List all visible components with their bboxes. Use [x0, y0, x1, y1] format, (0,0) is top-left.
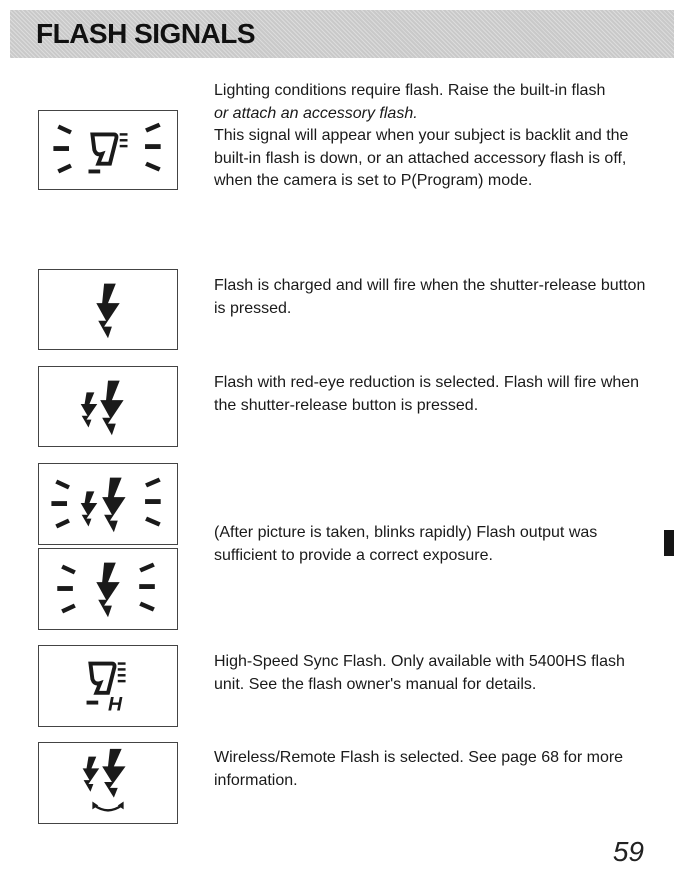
signal-text-6: Wireless/Remote Flash is selected. See page 68 for more information.: [214, 749, 624, 789]
signal-description-4: [214, 522, 654, 567]
page-number: 59: [612, 836, 644, 867]
signal-description-6: [214, 747, 654, 792]
section-tab-marker: [664, 530, 674, 556]
red-eye-reduction-flash-icon: [39, 367, 177, 446]
signal-text-3: Flash with red-eye reduction is selected. Flash will fire when the shutter-release button is pressed.: [214, 374, 640, 414]
lcd-wireless-remote: [38, 742, 178, 824]
wireless-remote-flash-icon: [39, 743, 177, 823]
signal-text-1a: Lighting conditions require flash. Raise the built-in flash: [214, 82, 606, 99]
signal-description-1: [214, 80, 654, 193]
red-eye-flash-blinking-icon: [39, 464, 177, 544]
lcd-red-eye-reduction: [38, 366, 178, 447]
signal-description-2: [214, 275, 654, 320]
lcd-high-speed-sync: [38, 645, 178, 727]
lcd-flash-charged: [38, 269, 178, 350]
page-title: FLASH SIGNALS: [36, 18, 256, 49]
lcd-red-eye-blinking: [38, 463, 178, 545]
signal-description-3: [214, 372, 654, 417]
signal-description-5: [214, 651, 654, 696]
flash-recommended-blinking-icon: [39, 111, 177, 189]
signal-text-2: Flash is charged and will fire when the shutter-release button is pressed.: [214, 277, 646, 317]
lcd-flash-blinking: [38, 548, 178, 630]
flash-charged-icon: [39, 270, 177, 349]
signal-text-1c: This signal will appear when your subject is backlit and the built-in flash is down, or an attached accessory flash is off, when the camera is set to P(Program) mode.: [214, 127, 629, 189]
high-speed-letter: H: [108, 693, 123, 716]
high-speed-sync-flash-icon: [39, 646, 177, 726]
flash-blinking-icon: [39, 549, 177, 629]
signal-text-4: (After picture is taken, blinks rapidly) Flash output was sufficient to provide a correct exposure.: [214, 524, 598, 564]
signal-text-5: High-Speed Sync Flash. Only available with 5400HS flash unit. See the flash owner's manual for details.: [214, 653, 625, 693]
signal-text-1b: or attach an accessory flash.: [214, 104, 418, 122]
section-header: [10, 10, 674, 58]
lcd-flash-recommended: [38, 110, 178, 190]
